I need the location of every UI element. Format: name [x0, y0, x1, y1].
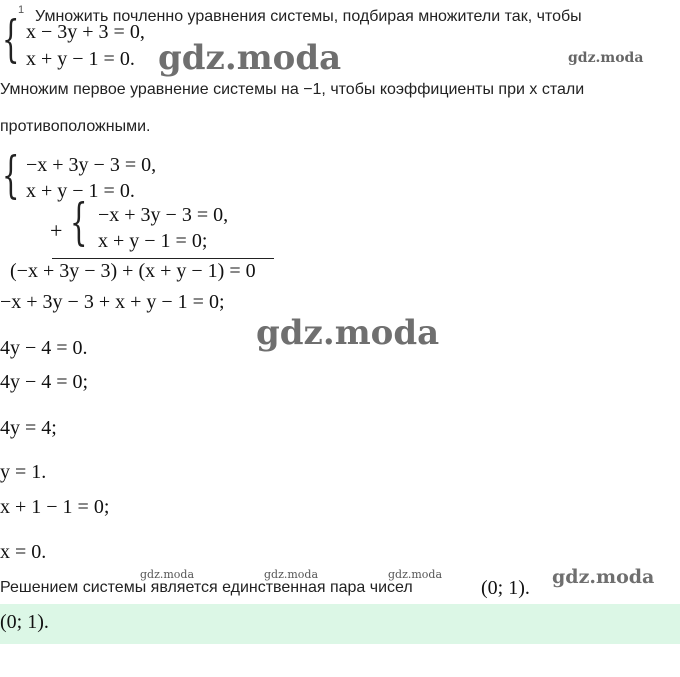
watermark-small-3: gdz.moda: [388, 568, 443, 581]
watermark-small-1: gdz.moda: [140, 568, 195, 581]
watermark-large-top: gdz.moda: [158, 38, 342, 78]
answer-box: [0, 604, 680, 644]
step-7: x = 0.: [0, 541, 47, 563]
answer-value: (0; 1).: [0, 611, 49, 633]
conclusion-pair: (0; 1).: [481, 577, 530, 599]
watermark-small-2: gdz.moda: [264, 568, 319, 581]
system2-eq1: −x + 3y − 3 = 0,: [26, 154, 157, 176]
step-4: 4y = 4;: [0, 417, 57, 439]
system2-eq2: x + y − 1 = 0.: [26, 180, 135, 202]
addition-brace: {: [70, 193, 88, 251]
watermark-small-top: gdz.moda: [568, 50, 644, 66]
explanation-line2: противоположными.: [0, 118, 151, 135]
system-brace: {: [2, 10, 20, 68]
system-eq1: x − 3y + 3 = 0,: [26, 21, 145, 43]
addition-plus: +: [50, 218, 63, 243]
step-3: 4y − 4 = 0;: [0, 371, 89, 393]
addition-eq2: x + y − 1 = 0;: [98, 230, 208, 252]
task-text: Умножить почленно уравнения системы, подбирая множители так, чтобы: [35, 8, 582, 25]
conclusion-text: Решением системы является единственная пара чисел: [0, 579, 413, 596]
watermark-large-bottom: gdz.moda: [552, 566, 655, 588]
step-1: −x + 3y − 3 + x + y − 1 = 0;: [0, 291, 225, 313]
step-5: y = 1.: [0, 461, 47, 483]
system2-brace: {: [2, 146, 20, 204]
watermark-large-middle: gdz.moda: [256, 313, 440, 353]
system-eq2: x + y − 1 = 0.: [26, 48, 135, 70]
step-2: 4y − 4 = 0.: [0, 337, 88, 359]
addition-result: (−x + 3y − 3) + (x + y − 1) = 0: [10, 260, 256, 282]
task-number: 1: [18, 4, 25, 16]
explanation-line1: Умножим первое уравнение системы на −1, чтобы коэффициенты при x стали: [0, 81, 585, 98]
addition-eq1: −x + 3y − 3 = 0,: [98, 204, 229, 226]
addition-sum-line: [52, 258, 274, 259]
step-6: x + 1 − 1 = 0;: [0, 496, 110, 518]
